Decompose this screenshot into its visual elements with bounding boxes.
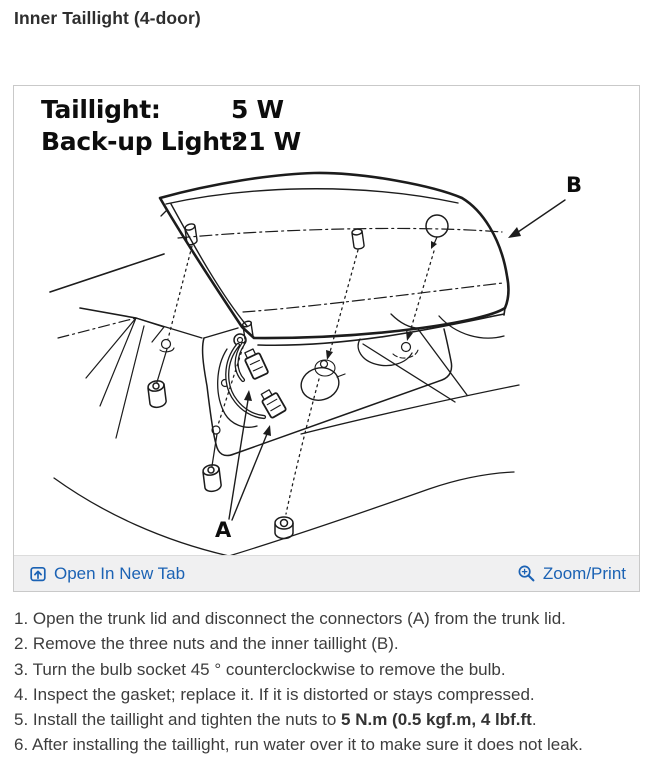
gasket-plate [160, 328, 452, 456]
spec-value: 21 W [231, 127, 301, 156]
connector-2 [259, 387, 287, 418]
zoom-print-link[interactable] [517, 564, 626, 584]
connectors-and-wires [227, 334, 286, 418]
taillight-lens [160, 173, 508, 345]
instruction-step: 4. Inspect the gasket; replace it. If it is distorted or stays compressed. [14, 684, 535, 704]
nut-1 [147, 379, 166, 407]
instruction-step: 5. Install the taillight and tighten the nuts to 5 N.m (0.5 kgf.m, 4 lbf.ft. [14, 710, 537, 730]
nut-2 [202, 463, 221, 491]
diagram-panel [13, 85, 640, 592]
instruction-step: 6. After installing the taillight, run water over it to make sure it does not leak. [14, 735, 583, 755]
zoom-print-label: Zoom/Print [542, 563, 626, 583]
magnifier-plus-icon [517, 564, 536, 583]
connector-1 [242, 347, 268, 379]
open-in-new-tab-label: Open In New Tab [54, 563, 186, 583]
instruction-step: 2. Remove the three nuts and the inner taillight (B). [14, 634, 399, 654]
taillight-exploded-diagram [14, 86, 641, 556]
nut-3 [275, 517, 293, 539]
spec-label: Back-up Light: [41, 127, 242, 156]
spec-label: Taillight: [41, 95, 161, 124]
spec-value: 5 W [231, 95, 284, 124]
part-label-taillight: B [566, 173, 583, 197]
instruction-list [14, 606, 644, 758]
instruction-step: 3. Turn the bulb socket 45 ° counterclockwise to remove the bulb. [14, 659, 506, 679]
open-in-new-tab-link[interactable] [29, 564, 185, 584]
part-label-connectors: A [215, 518, 232, 542]
instruction-step: 1. Open the trunk lid and disconnect the connectors (A) from the trunk lid. [14, 609, 566, 628]
page-title: Inner Taillight (4-door) [14, 8, 201, 28]
open-in-new-icon [29, 565, 47, 583]
figure-toolbar [14, 555, 639, 591]
